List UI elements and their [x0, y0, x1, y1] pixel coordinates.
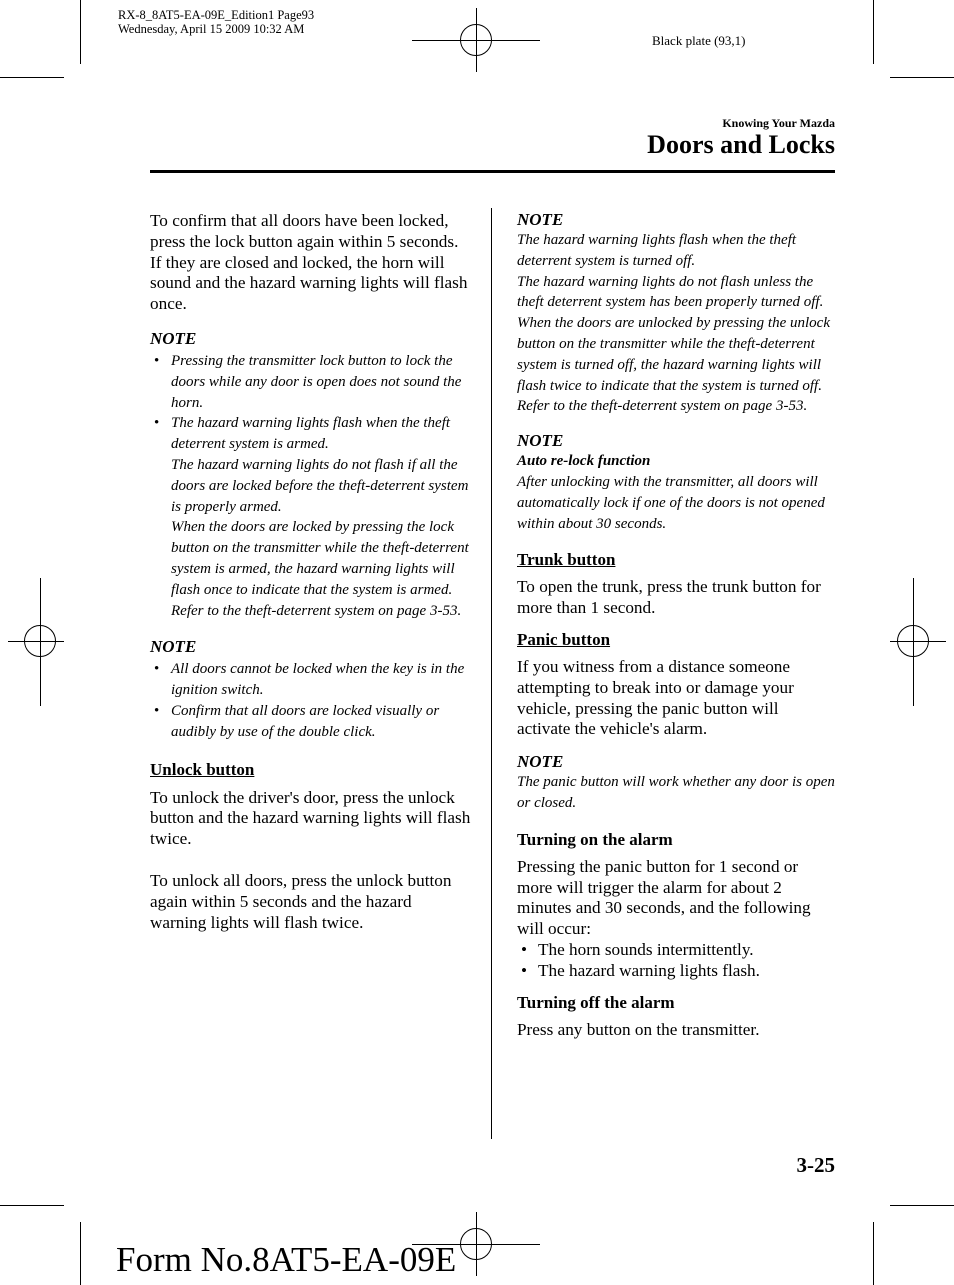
list-item-continuation: When the doors are locked by pressing the lock button on the transmitter while the theft-deterrent system is armed, the hazard warning lights will flash once to indicate that the system is armed. — [171, 519, 469, 598]
trunk-button-heading: Trunk button — [517, 550, 616, 570]
note-subheading: Auto re-lock function — [517, 453, 651, 470]
crop-mark-bl-v — [80, 1222, 81, 1285]
list-item — [517, 961, 835, 982]
note-heading: NOTE — [150, 328, 197, 348]
list-item — [150, 701, 472, 743]
note-key — [150, 637, 472, 742]
note-heading: NOTE — [517, 752, 564, 772]
note-relock — [517, 431, 835, 534]
list-item-text: All doors cannot be locked when the key is in the ignition switch. — [171, 661, 465, 699]
bullet-icon: • — [521, 960, 528, 980]
unlock-button-heading: Unlock button — [150, 759, 255, 779]
bullet-icon: • — [154, 352, 160, 369]
registration-mark-left-circle — [24, 625, 56, 657]
registration-mark-top-circle — [460, 24, 492, 56]
crop-mark-br-v — [873, 1222, 874, 1285]
right-column — [517, 210, 835, 1040]
note-heading: NOTE — [150, 637, 197, 657]
list-item-text: Pressing the transmitter lock button to lock the doors while any door is open does not sound the horn. — [171, 352, 462, 411]
list-item-continuation: The hazard warning lights do not flash if all the doors are locked before the theft-deterrent system is properly armed. — [171, 456, 469, 515]
column-divider — [491, 208, 492, 1139]
unlock-paragraph-1: To unlock the driver's door, press the unlock button and the hazard warning lights will flash twice. — [150, 787, 471, 849]
registration-mark-bottom-circle — [460, 1228, 492, 1260]
panic-paragraph: If you witness from a distance someone attempting to break into or damage your vehicle, pressing the panic button will activate the vehicle's alarm. — [517, 656, 794, 739]
note-line: Refer to the theft-deterrent system on page 3-53. — [517, 398, 808, 415]
file-info — [118, 8, 314, 36]
crop-mark-br-h — [890, 1205, 954, 1206]
note-line: When the doors are unlocked by pressing the unlock button on the transmitter while the theft-deterrent system is turned off, the hazard warning lights will flash twice to indicate that the system is turned off. — [517, 315, 830, 394]
section-name: Knowing Your Mazda — [722, 116, 835, 130]
alarm-off-heading: Turning off the alarm — [517, 992, 675, 1012]
alarm-on-paragraph: Pressing the panic button for 1 second or more will trigger the alarm for about 2 minutes and 30 seconds, and the following will occur: — [517, 856, 811, 939]
crop-mark-bl-h — [0, 1205, 64, 1206]
bullet-icon: • — [521, 939, 528, 959]
crop-mark-tl-v — [80, 0, 81, 64]
note-theft — [517, 210, 835, 417]
unlock-paragraph-2: To unlock all doors, press the unlock button again within 5 seconds and the hazard warning lights will flash twice. — [150, 870, 452, 932]
crop-mark-tl-h — [0, 77, 64, 78]
bullet-icon: • — [154, 702, 160, 719]
note-line: The hazard warning lights flash when the theft deterrent system is turned off. — [517, 232, 797, 269]
file-line: RX-8_8AT5-EA-09E_Edition1 Page93 — [118, 8, 315, 22]
panic-button-heading: Panic button — [517, 629, 611, 649]
alarm-on-list — [517, 940, 835, 982]
list-item-text: Confirm that all doors are locked visually or audibly by use of the double click. — [171, 702, 440, 740]
trunk-paragraph: To open the trunk, press the trunk button for more than 1 second. — [517, 577, 821, 618]
list-item-text: The hazard warning lights flash. — [538, 960, 760, 980]
black-plate-label: Black plate (93,1) — [652, 33, 746, 48]
bullet-icon: • — [154, 661, 160, 678]
form-number: Form No.8AT5-EA-09E — [116, 1240, 457, 1279]
note-lock-list — [150, 351, 472, 621]
note-lock — [150, 329, 472, 621]
page-number: 3-25 — [796, 1153, 835, 1177]
note-panic — [517, 752, 835, 814]
crop-mark-tr-h — [890, 77, 954, 78]
list-item-text: The hazard warning lights flash when the theft deterrent system is armed. — [171, 415, 451, 453]
note-text: The panic button will work whether any door is open or closed. — [517, 774, 835, 811]
list-item — [150, 413, 472, 621]
note-heading: NOTE — [517, 431, 564, 451]
bullet-icon: • — [154, 415, 160, 432]
date-line: Wednesday, April 15 2009 10:32 AM — [118, 22, 305, 36]
alarm-off-paragraph: Press any button on the transmitter. — [517, 1019, 760, 1039]
note-heading: NOTE — [517, 210, 564, 229]
alarm-on-heading: Turning on the alarm — [517, 829, 673, 849]
note-line: The hazard warning lights do not flash unless the theft deterrent system has been properly turned off. — [517, 273, 824, 311]
note-text: After unlocking with the transmitter, all doors will automatically lock if one of the doors is not opened within about 30 seconds. — [517, 473, 825, 532]
list-item — [150, 659, 472, 701]
list-item-continuation: Refer to the theft-deterrent system on page 3-53. — [171, 602, 462, 619]
note-key-list — [150, 659, 472, 742]
page-title: Doors and Locks — [647, 130, 835, 159]
list-item — [150, 351, 472, 413]
crop-mark-tr-v — [873, 0, 874, 64]
intro-paragraph: To confirm that all doors have been locked, press the lock button again within 5 seconds. If they are closed and locked, the horn will sound and the hazard warning lights will flash once. — [150, 211, 468, 314]
list-item-text: The horn sounds intermittently. — [538, 939, 754, 959]
left-column — [150, 211, 472, 933]
header-rule — [150, 170, 835, 173]
registration-mark-right-circle — [897, 625, 929, 657]
list-item — [517, 940, 835, 961]
